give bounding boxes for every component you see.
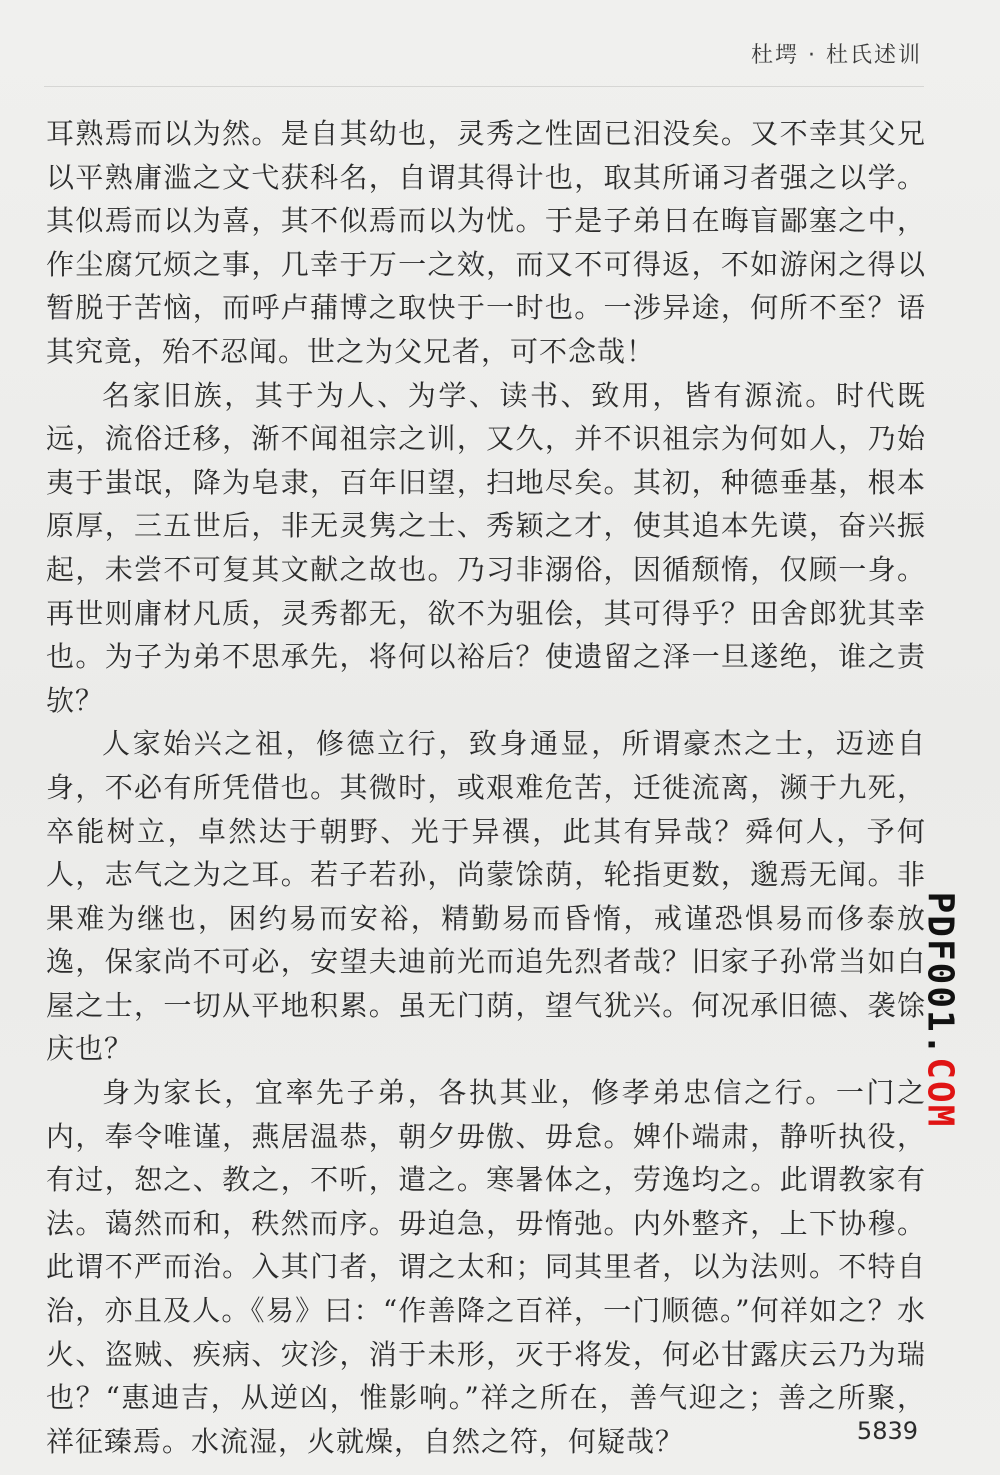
watermark-part-2: COM xyxy=(919,1057,961,1129)
paragraph-1: 耳熟焉而以为然。是自其幼也，灵秀之性固已汨没矣。又不幸其父兄以平熟庸滥之文弋获科名，自谓其得计也，取其所诵习者强之以学。其似焉而以为喜，其不似焉而以为忧。于是子弟日在晦盲鄙塞之中，作尘腐冗烦之事，几幸于万一之效，而又不可得返，不如游闲之得以暂脱于苦恼，而呼卢蒱博之取快于一时也。一涉异途，何所不至？语其究竟，殆不忍闻。世之为父兄者，可不念哉！ xyxy=(46,117,926,368)
body-text xyxy=(46,112,926,1463)
paragraph-3: 人家始兴之祖，修德立行，致身通显，所谓豪杰之士，迈迹自身，不必有所凭借也。其微时，或艰难危苦，迁徙流离，濒于九死，卒能树立，卓然达于朝野、光于异禩，此其有异哉？舜何人，予何人，志气之为之耳。若子若孙，尚蒙馀荫，轮指更数，邈焉无闻。非果难为继也，困约易而安裕，精勤易而昏惰，戒谨恐惧易而侈泰放逸，保家尚不可必，安望夫迪前光而追先烈者哉？旧家子孙常当如白屋之士，一切从平地积累。虽无门荫，望气犹兴。何况承旧德、袭馀庆也？ xyxy=(46,727,926,1066)
page-number: 5839 xyxy=(856,1417,918,1445)
site-watermark xyxy=(920,892,961,1129)
watermark-part-1: PDF001. xyxy=(919,891,961,1058)
header-rule xyxy=(44,86,924,87)
paragraph-4: 身为家长，宜率先子弟，各执其业，修孝弟忠信之行。一门之内，奉令唯谨，燕居温恭，朝夕毋傲、毋怠。婢仆端肃，静听执役，有过，恕之、教之，不听，遣之。寒暑体之，劳逸均之。此谓教家有法。蔼然而和，秩然而序。毋迫急，毋惰弛。内外整齐，上下协穆。此谓不严而治。入其门者，谓之太和；同其里者，以为法则。不特自治，亦且及人。《易》曰：“作善降之百祥，一门顺德。”何祥如之？水火、盗贼、疾病、灾沴，消于未形，灭于将发，何必甘露庆云乃为瑞也？“惠迪吉，从逆凶，惟影响。”祥之所在，善气迎之；善之所聚，祥征臻焉。水流湿，火就燥，自然之符，何疑哉？ xyxy=(46,1076,926,1458)
running-header: 杜堮 · 杜氏述训 xyxy=(751,43,922,68)
paragraph-2: 名家旧族，其于为人、为学、读书、致用，皆有源流。时代既远，流俗迁移，渐不闻祖宗之训，又久，并不识祖宗为何如人，乃始夷于蚩氓，降为皂隶，百年旧望，扫地尽矣。其初，种德垂基，根本原厚，三五世后，非无灵隽之士、秀颖之才，使其追本先谟，奋兴振起，未尝不可复其文献之故也。乃习非溺俗，因循颓惰，仅顾一身。再世则庸材凡质，灵秀都无，欲不为驵侩，其可得乎？田舍郎犹其幸也。为子为弟不思承先，将何以裕后？使遗留之泽一旦遂绝，谁之责欤？ xyxy=(46,378,926,717)
